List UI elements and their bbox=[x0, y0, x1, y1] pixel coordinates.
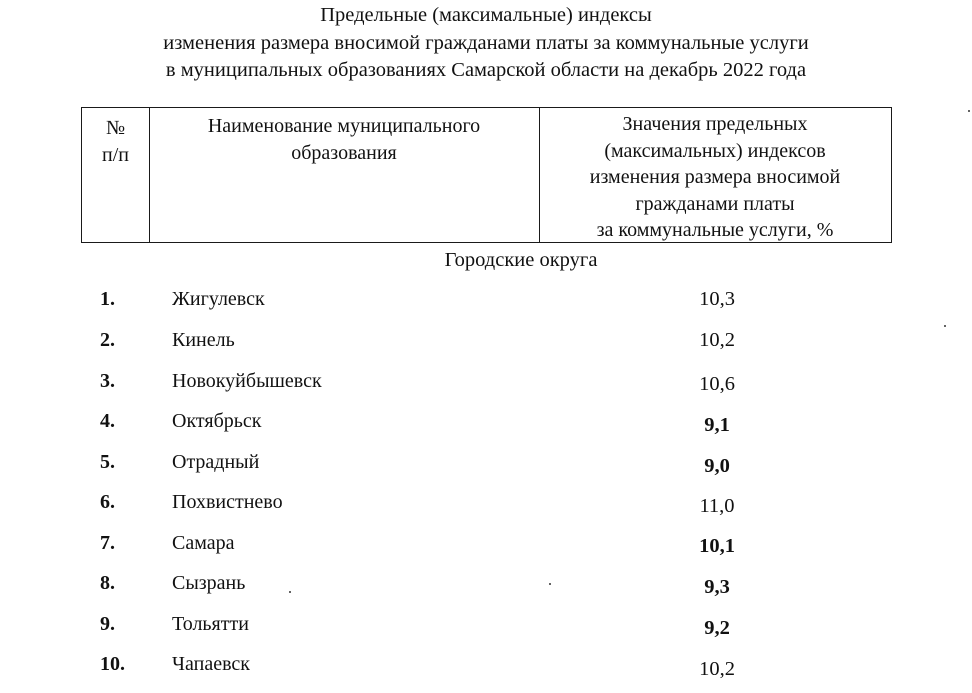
index-value: 10,3 bbox=[699, 288, 735, 310]
index-value: 10,2 bbox=[699, 329, 735, 351]
table-header bbox=[81, 107, 892, 243]
index-value: 10,2 bbox=[699, 658, 735, 680]
index-value: 9,2 bbox=[704, 617, 730, 639]
table-row bbox=[0, 325, 972, 355]
section-heading-city-districts: Городские округа bbox=[444, 249, 598, 271]
municipality-name: Новокуйбышевск bbox=[172, 370, 322, 392]
document-title-line-2: изменения размера вносимой гражданами платы за коммунальные услуги bbox=[163, 32, 809, 54]
municipality-name: Самара bbox=[172, 532, 235, 554]
table-row bbox=[0, 528, 972, 558]
municipality-name: Похвистнево bbox=[172, 491, 283, 513]
header-value-column: Значения предельных (максимальных) индексов изменения размера вносимой гражданами платы за коммунальные услуги, % bbox=[589, 113, 841, 241]
row-number: 6. bbox=[100, 491, 115, 513]
scan-speck bbox=[549, 583, 551, 585]
index-value: 9,1 bbox=[704, 414, 730, 436]
row-number: 4. bbox=[100, 410, 115, 432]
municipality-name: Сызрань bbox=[172, 572, 246, 594]
table-row bbox=[0, 487, 972, 517]
row-number: 8. bbox=[100, 572, 115, 594]
index-value: 10,6 bbox=[699, 373, 735, 395]
table-row bbox=[0, 609, 972, 639]
row-number: 9. bbox=[100, 613, 115, 635]
table-row bbox=[0, 284, 972, 314]
header-number-column: № п/п bbox=[102, 117, 129, 166]
municipality-name: Отрадный bbox=[172, 451, 260, 473]
row-number: 5. bbox=[100, 451, 115, 473]
document-title-line-3: в муниципальных образованиях Самарской области на декабрь 2022 года bbox=[165, 59, 807, 81]
table-row bbox=[0, 649, 972, 679]
row-number: 10. bbox=[100, 653, 125, 675]
table-row bbox=[0, 447, 972, 477]
table-row bbox=[0, 406, 972, 436]
row-number: 7. bbox=[100, 532, 115, 554]
table-row bbox=[0, 366, 972, 396]
scan-speck bbox=[944, 325, 946, 327]
index-value: 10,1 bbox=[699, 535, 735, 557]
header-name-column: Наименование муниципального образования bbox=[207, 115, 481, 164]
row-number: 1. bbox=[100, 288, 115, 310]
scan-speck bbox=[968, 110, 970, 112]
municipality-name: Чапаевск bbox=[172, 653, 250, 675]
row-number: 2. bbox=[100, 329, 115, 351]
document-title-line-1: Предельные (максимальные) индексы bbox=[320, 4, 652, 26]
table-row bbox=[0, 568, 972, 598]
row-number: 3. bbox=[100, 370, 115, 392]
municipality-name: Жигулевск bbox=[172, 288, 265, 310]
municipality-name: Кинель bbox=[172, 329, 235, 351]
scan-speck bbox=[289, 591, 291, 593]
municipality-name: Октябрьск bbox=[172, 410, 262, 432]
index-value: 9,3 bbox=[704, 576, 730, 598]
index-value: 11,0 bbox=[699, 495, 735, 517]
index-value: 9,0 bbox=[704, 455, 730, 477]
municipality-name: Тольятти bbox=[172, 613, 249, 635]
